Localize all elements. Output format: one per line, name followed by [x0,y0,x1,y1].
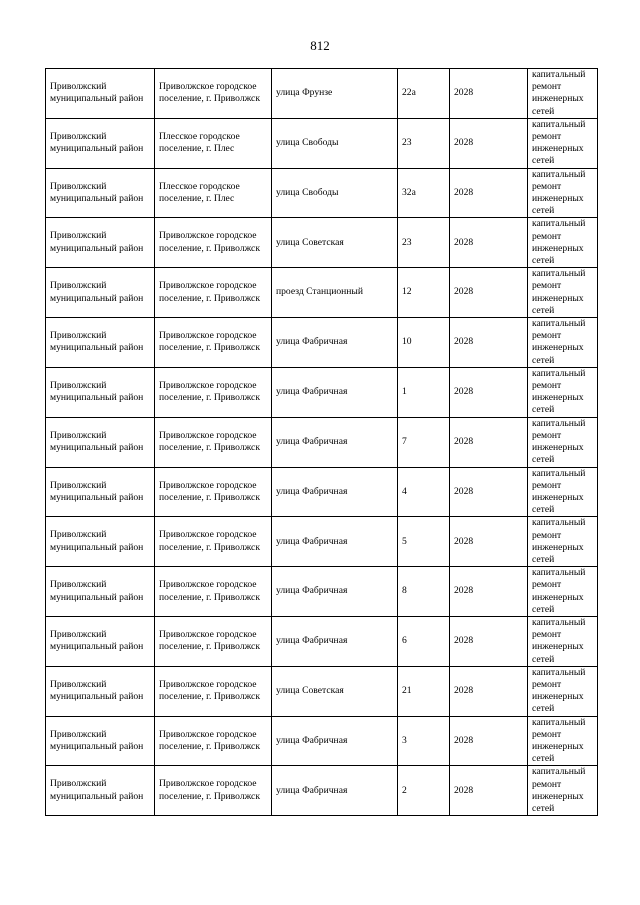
district-cell: Приволжский муниципальный район [46,616,155,666]
year-cell: 2028 [450,467,528,517]
settlement-cell: Приволжское городское поселение, г. Приволжск [155,268,272,318]
street-cell: улица Фабричная [272,318,398,368]
district-cell: Приволжский муниципальный район [46,69,155,119]
district-cell: Приволжский муниципальный район [46,118,155,168]
district-cell: Приволжский муниципальный район [46,766,155,816]
street-cell: улица Фабричная [272,766,398,816]
street-cell: улица Фабричная [272,467,398,517]
street-cell: улица Фрунзе [272,69,398,119]
table-row [46,467,598,517]
settlement-cell: Приволжское городское поселение, г. Приволжск [155,417,272,467]
house-number-cell: 21 [398,666,450,716]
table-row [46,716,598,766]
work-type-cell: капитальный ремонт инженерных сетей [528,517,598,567]
district-cell: Приволжский муниципальный район [46,367,155,417]
street-cell: улица Фабричная [272,716,398,766]
table-row [46,567,598,617]
district-cell: Приволжский муниципальный район [46,218,155,268]
house-number-cell: 32а [398,168,450,218]
work-type-cell: капитальный ремонт инженерных сетей [528,766,598,816]
district-cell: Приволжский муниципальный район [46,666,155,716]
settlement-cell: Приволжское городское поселение, г. Приволжск [155,666,272,716]
house-number-cell: 6 [398,616,450,666]
district-cell: Приволжский муниципальный район [46,268,155,318]
house-number-cell: 5 [398,517,450,567]
housing-repair-table [45,68,598,816]
work-type-cell: капитальный ремонт инженерных сетей [528,268,598,318]
table-row [46,766,598,816]
table-row [46,318,598,368]
district-cell: Приволжский муниципальный район [46,467,155,517]
year-cell: 2028 [450,517,528,567]
table-body [46,69,598,816]
year-cell: 2028 [450,268,528,318]
year-cell: 2028 [450,716,528,766]
work-type-cell: капитальный ремонт инженерных сетей [528,118,598,168]
work-type-cell: капитальный ремонт инженерных сетей [528,567,598,617]
settlement-cell: Приволжское городское поселение, г. Приволжск [155,716,272,766]
district-cell: Приволжский муниципальный район [46,318,155,368]
year-cell: 2028 [450,318,528,368]
street-cell: улица Фабричная [272,567,398,617]
work-type-cell: капитальный ремонт инженерных сетей [528,69,598,119]
table-row [46,417,598,467]
street-cell: улица Свободы [272,168,398,218]
year-cell: 2028 [450,616,528,666]
year-cell: 2028 [450,567,528,617]
house-number-cell: 2 [398,766,450,816]
house-number-cell: 23 [398,218,450,268]
table-row [46,69,598,119]
settlement-cell: Приволжское городское поселение, г. Приволжск [155,766,272,816]
district-cell: Приволжский муниципальный район [46,417,155,467]
table-row [46,616,598,666]
work-type-cell: капитальный ремонт инженерных сетей [528,367,598,417]
settlement-cell: Приволжское городское поселение, г. Приволжск [155,318,272,368]
street-cell: улица Фабричная [272,517,398,567]
work-type-cell: капитальный ремонт инженерных сетей [528,666,598,716]
work-type-cell: капитальный ремонт инженерных сетей [528,318,598,368]
settlement-cell: Плесское городское поселение, г. Плес [155,118,272,168]
house-number-cell: 4 [398,467,450,517]
year-cell: 2028 [450,69,528,119]
street-cell: улица Свободы [272,118,398,168]
house-number-cell: 10 [398,318,450,368]
year-cell: 2028 [450,666,528,716]
house-number-cell: 3 [398,716,450,766]
house-number-cell: 1 [398,367,450,417]
house-number-cell: 12 [398,268,450,318]
table-row [46,367,598,417]
settlement-cell: Приволжское городское поселение, г. Приволжск [155,218,272,268]
settlement-cell: Приволжское городское поселение, г. Приволжск [155,367,272,417]
settlement-cell: Приволжское городское поселение, г. Приволжск [155,467,272,517]
year-cell: 2028 [450,118,528,168]
year-cell: 2028 [450,367,528,417]
settlement-cell: Плесское городское поселение, г. Плес [155,168,272,218]
table-row [46,168,598,218]
table-row [46,118,598,168]
table-row [46,218,598,268]
district-cell: Приволжский муниципальный район [46,716,155,766]
street-cell: улица Фабричная [272,616,398,666]
work-type-cell: капитальный ремонт инженерных сетей [528,616,598,666]
table-row [46,666,598,716]
street-cell: улица Фабричная [272,367,398,417]
house-number-cell: 22а [398,69,450,119]
year-cell: 2028 [450,168,528,218]
street-cell: улица Советская [272,666,398,716]
house-number-cell: 8 [398,567,450,617]
settlement-cell: Приволжское городское поселение, г. Приволжск [155,517,272,567]
street-cell: улица Фабричная [272,417,398,467]
year-cell: 2028 [450,766,528,816]
settlement-cell: Приволжское городское поселение, г. Приволжск [155,616,272,666]
district-cell: Приволжский муниципальный район [46,567,155,617]
page-number: 812 [310,38,330,53]
district-cell: Приволжский муниципальный район [46,517,155,567]
work-type-cell: капитальный ремонт инженерных сетей [528,168,598,218]
year-cell: 2028 [450,218,528,268]
street-cell: улица Советская [272,218,398,268]
settlement-cell: Приволжское городское поселение, г. Приволжск [155,567,272,617]
table-row [46,268,598,318]
work-type-cell: капитальный ремонт инженерных сетей [528,417,598,467]
settlement-cell: Приволжское городское поселение, г. Приволжск [155,69,272,119]
work-type-cell: капитальный ремонт инженерных сетей [528,218,598,268]
table-row [46,517,598,567]
street-cell: проезд Станционный [272,268,398,318]
house-number-cell: 23 [398,118,450,168]
work-type-cell: капитальный ремонт инженерных сетей [528,467,598,517]
work-type-cell: капитальный ремонт инженерных сетей [528,716,598,766]
year-cell: 2028 [450,417,528,467]
house-number-cell: 7 [398,417,450,467]
district-cell: Приволжский муниципальный район [46,168,155,218]
